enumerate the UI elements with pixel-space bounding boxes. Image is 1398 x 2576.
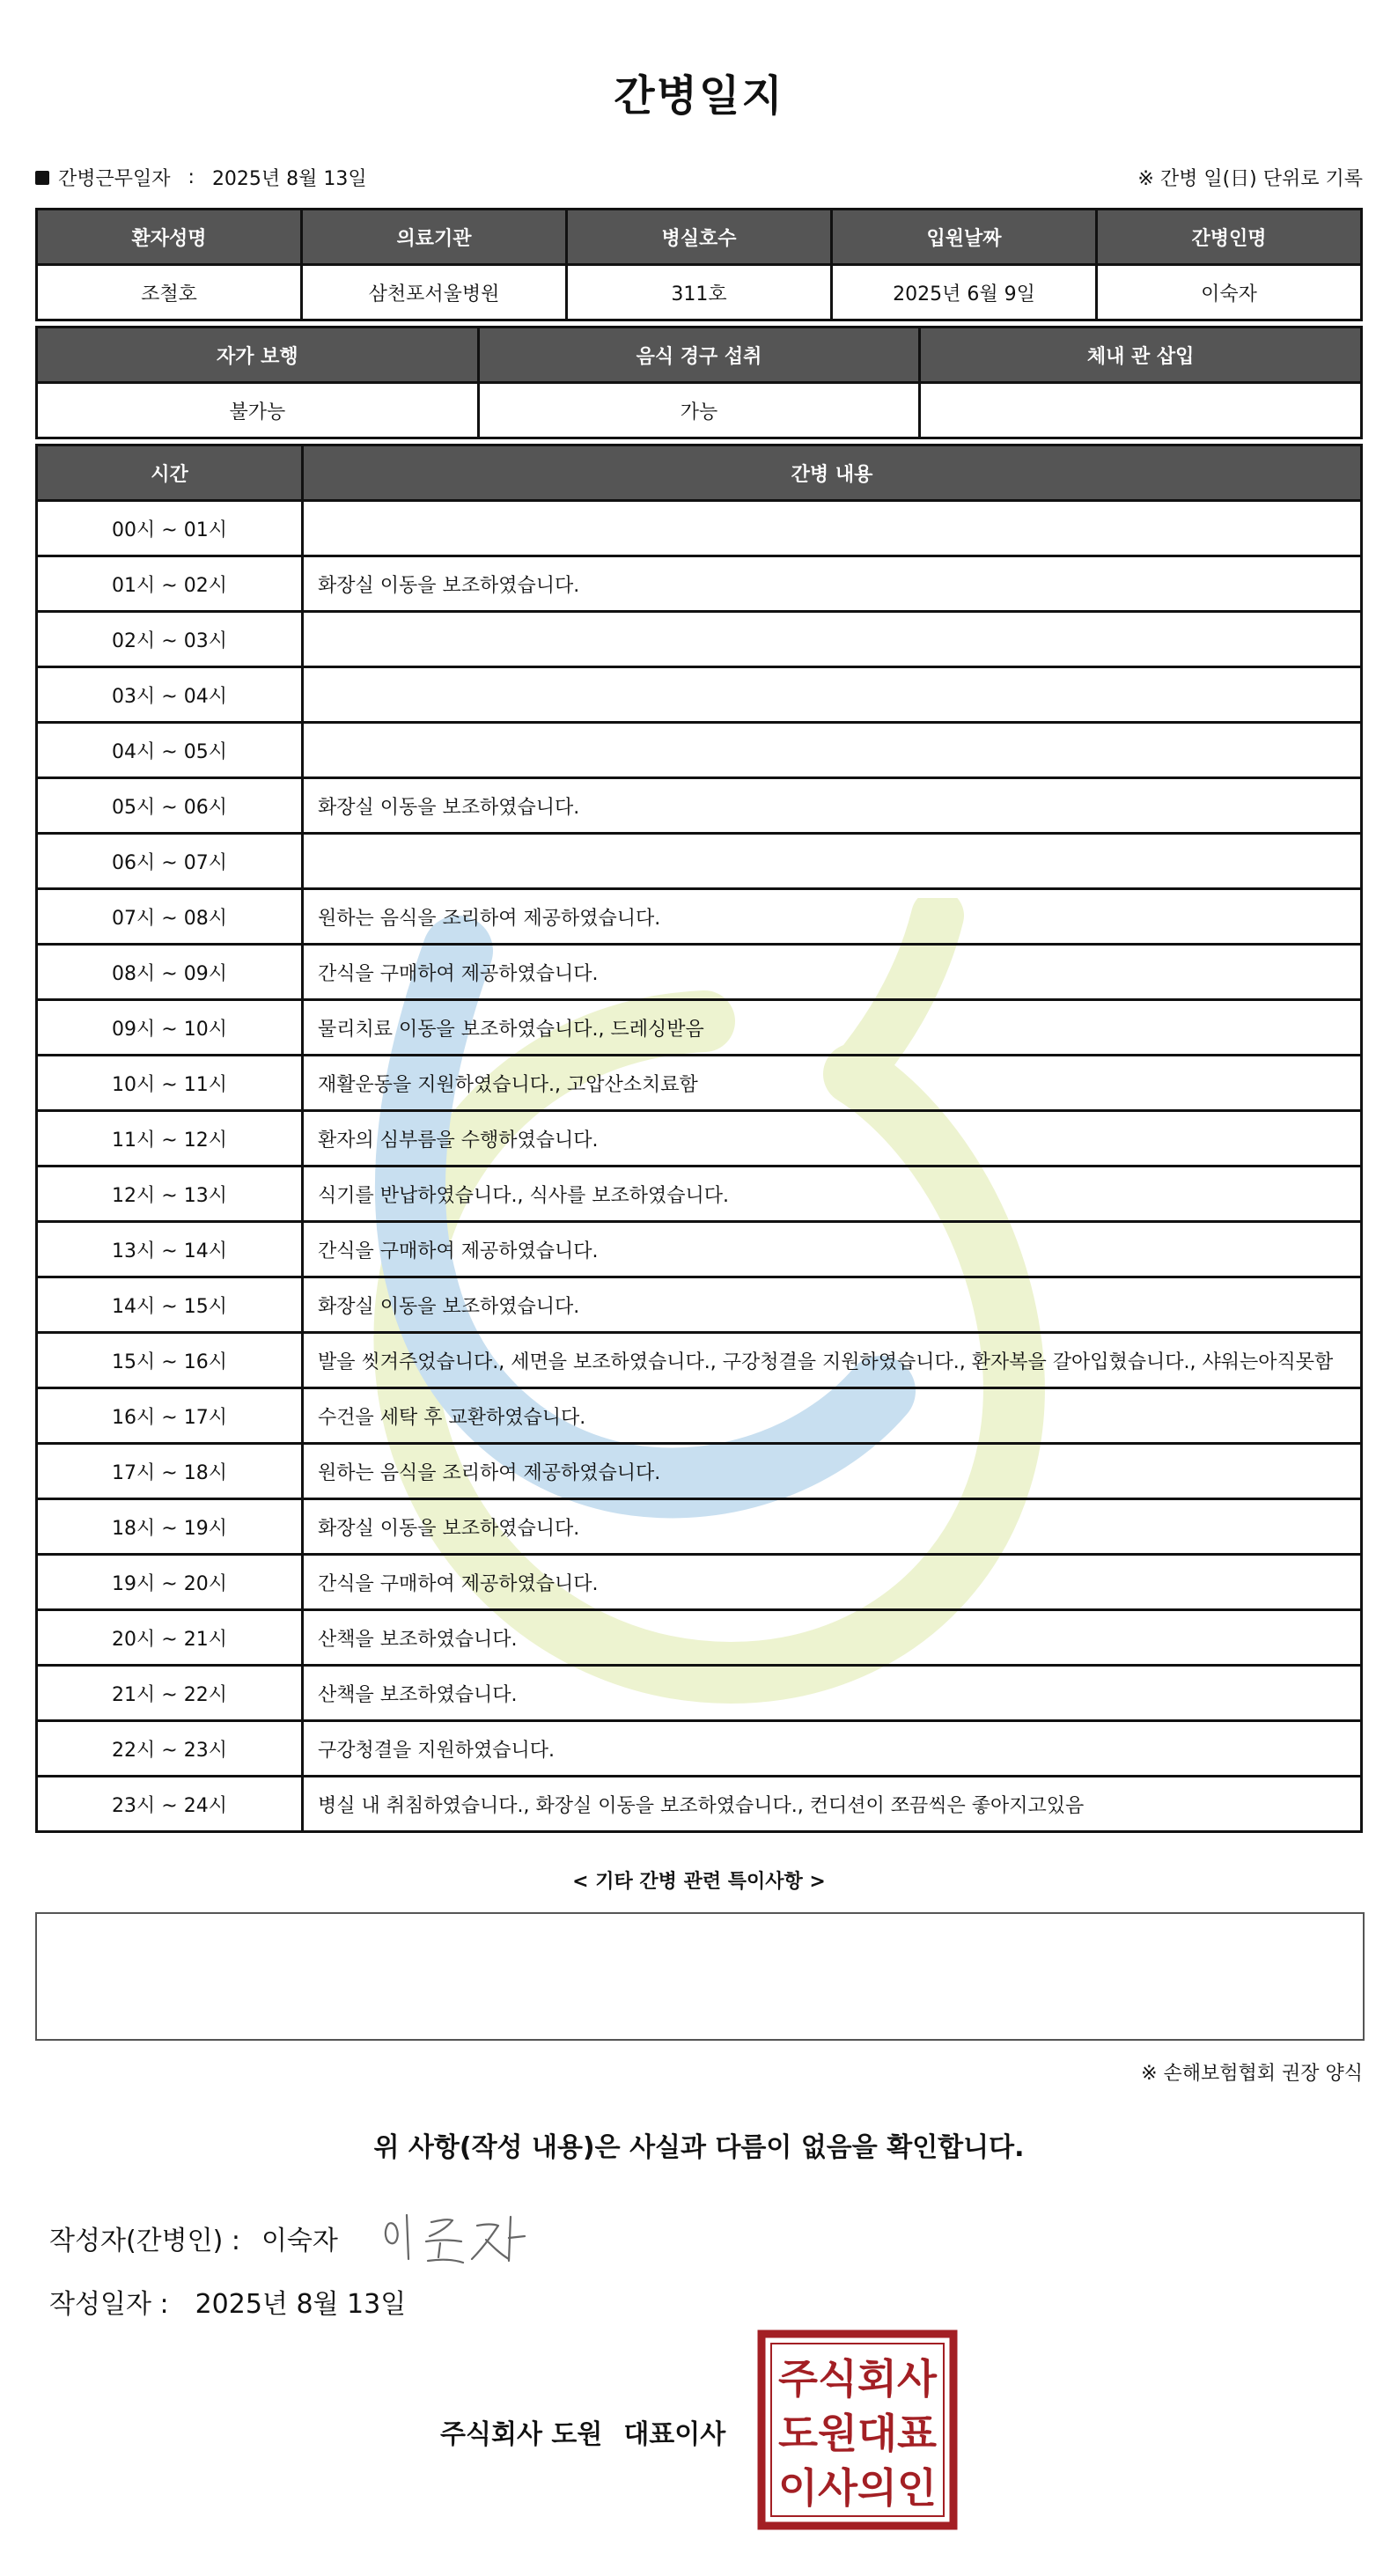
patient-status-header-row [37, 328, 1362, 383]
patient-info-header-row [37, 210, 1362, 265]
handwritten-signature [377, 2206, 535, 2277]
care-log-time: 12시 ~ 13시 [37, 1167, 303, 1222]
care-log-content [303, 612, 1362, 667]
care-log-row [37, 1167, 1362, 1222]
care-log-time: 17시 ~ 18시 [37, 1444, 303, 1499]
header-caregiver-name: 간병인명 [1097, 210, 1362, 265]
care-log-content: 산책을 보조하였습니다. [303, 1610, 1362, 1666]
meta-row [35, 164, 1363, 195]
unit-note: ※ 간병 일(日) 단위로 기록 [1137, 168, 1363, 190]
care-log-row [37, 1666, 1362, 1721]
care-log-row [37, 612, 1362, 667]
care-log-time: 06시 ~ 07시 [37, 834, 303, 889]
patient-info-table [35, 208, 1363, 321]
patient-status-value-row [37, 383, 1362, 438]
work-date-value: 2025년 8월 13일 [211, 168, 367, 190]
written-date-line [49, 2282, 406, 2321]
care-log-time: 09시 ~ 10시 [37, 1000, 303, 1056]
care-log-content [303, 501, 1362, 556]
company-line [440, 2412, 725, 2451]
care-log-row [37, 889, 1362, 945]
care-log-content: 수건을 세탁 후 교환하였습니다. [303, 1388, 1362, 1444]
company-seal-stamp [757, 2329, 958, 2530]
header-time: 시간 [37, 445, 303, 501]
care-log-header-row [37, 445, 1362, 501]
notes-title: < 기타 간병 관련 특이사항 > [572, 1871, 826, 1893]
care-log-row [37, 1610, 1362, 1666]
care-log-row [37, 1000, 1362, 1056]
care-log-content [303, 667, 1362, 723]
page-title: 간병일지 [614, 71, 784, 121]
care-log-content: 식기를 반납하였습니다., 식사를 보조하였습니다. [303, 1167, 1362, 1222]
seal-text-line: 이사의인 [778, 2464, 937, 2512]
care-log-content: 원하는 음식을 조리하여 제공하였습니다. [303, 1444, 1362, 1499]
care-log-body [37, 501, 1362, 1832]
care-log-time: 02시 ~ 03시 [37, 612, 303, 667]
caregiver-name: 이숙자 [1097, 265, 1362, 320]
care-log-time: 14시 ~ 15시 [37, 1277, 303, 1333]
writer-label: 작성자(간병인) : [49, 2226, 240, 2256]
care-log-time: 18시 ~ 19시 [37, 1499, 303, 1555]
care-log-time: 05시 ~ 06시 [37, 778, 303, 834]
admission-date: 2025년 6월 9일 [832, 265, 1097, 320]
care-log-row [37, 945, 1362, 1000]
care-log-time: 23시 ~ 24시 [37, 1777, 303, 1832]
care-log-content: 구강청결을 지원하였습니다. [303, 1721, 1362, 1777]
care-log-content: 물리치료 이동을 보조하였습니다., 드레싱받음 [303, 1000, 1362, 1056]
work-date-separator: : [188, 166, 195, 188]
care-log-time: 22시 ~ 23시 [37, 1721, 303, 1777]
patient-status-table [35, 326, 1363, 439]
notes-box [35, 1912, 1365, 2041]
care-log-content: 간식을 구매하여 제공하였습니다. [303, 945, 1362, 1000]
care-log-row [37, 1777, 1362, 1832]
care-log-time: 11시 ~ 12시 [37, 1111, 303, 1167]
care-log-row [37, 1499, 1362, 1555]
care-log-content: 원하는 음식을 조리하여 제공하였습니다. [303, 889, 1362, 945]
care-log-row [37, 834, 1362, 889]
seal-text-line: 도원대표 [778, 2410, 938, 2457]
care-log-row [37, 723, 1362, 778]
writer-name: 이숙자 [261, 2226, 338, 2256]
care-log-time: 20시 ~ 21시 [37, 1610, 303, 1666]
care-log-row [37, 1222, 1362, 1277]
care-log-time: 01시 ~ 02시 [37, 556, 303, 612]
care-log-content: 화장실 이동을 보조하였습니다. [303, 1277, 1362, 1333]
care-log-time: 10시 ~ 11시 [37, 1056, 303, 1111]
care-log-content [303, 723, 1362, 778]
header-tube-insertion: 체내 관 삽입 [920, 328, 1362, 383]
care-log-table [35, 444, 1363, 1833]
patient-info-value-row [37, 265, 1362, 320]
header-oral-intake: 음식 경구 섭취 [478, 328, 920, 383]
care-log-content: 화장실 이동을 보조하였습니다. [303, 1499, 1362, 1555]
square-bullet-icon [35, 171, 49, 185]
care-log-content: 재활운동을 지원하였습니다., 고압산소치료함 [303, 1056, 1362, 1111]
confirmation-statement: 위 사항(작성 내용)은 사실과 다름이 없음을 확인합니다. [373, 2132, 1025, 2163]
care-log-content: 산책을 보조하였습니다. [303, 1666, 1362, 1721]
care-log-row [37, 778, 1362, 834]
company-name: 주식회사 도원 [440, 2419, 603, 2450]
self-walking-value: 불가능 [37, 383, 479, 438]
care-log-time: 19시 ~ 20시 [37, 1555, 303, 1610]
care-log-time: 15시 ~ 16시 [37, 1333, 303, 1388]
care-log-row [37, 1277, 1362, 1333]
care-log-content: 발을 씻겨주었습니다., 세면을 보조하였습니다., 구강청결을 지원하였습니다., 환자복을 갈아입혔습니다., 샤워는아직못함 [303, 1333, 1362, 1388]
care-log-content: 병실 내 취침하였습니다., 화장실 이동을 보조하였습니다., 컨디션이 쪼끔씩은 좋아지고있음 [303, 1777, 1362, 1832]
header-room: 병실호수 [567, 210, 832, 265]
tube-insertion-value [920, 383, 1362, 438]
header-hospital: 의료기관 [302, 210, 567, 265]
care-log-row [37, 1056, 1362, 1111]
seal-text-line: 주식회사 [778, 2355, 938, 2403]
care-log-content: 화장실 이동을 보조하였습니다. [303, 556, 1362, 612]
care-log-row [37, 1388, 1362, 1444]
care-log-row [37, 1444, 1362, 1499]
care-log-time: 21시 ~ 22시 [37, 1666, 303, 1721]
care-log-row [37, 1111, 1362, 1167]
oral-intake-value: 가능 [478, 383, 920, 438]
care-log-row [37, 501, 1362, 556]
form-source-note: ※ 손해보험협회 권장 양식 [1141, 2063, 1363, 2085]
work-date-group [35, 164, 367, 191]
care-log-row [37, 1333, 1362, 1388]
patient-name: 조철호 [37, 265, 302, 320]
care-log-row [37, 556, 1362, 612]
room-number: 311호 [567, 265, 832, 320]
header-care-content: 간병 내용 [303, 445, 1362, 501]
hospital-name: 삼천포서울병원 [302, 265, 567, 320]
header-admission-date: 입원날짜 [832, 210, 1097, 265]
care-log-time: 07시 ~ 08시 [37, 889, 303, 945]
care-log-content: 환자의 심부름을 수행하였습니다. [303, 1111, 1362, 1167]
written-date-label: 작성일자 : [49, 2289, 169, 2320]
care-log-time: 04시 ~ 05시 [37, 723, 303, 778]
care-log-row [37, 667, 1362, 723]
header-self-walking: 자가 보행 [37, 328, 479, 383]
care-log-content: 간식을 구매하여 제공하였습니다. [303, 1555, 1362, 1610]
care-log-time: 03시 ~ 04시 [37, 667, 303, 723]
care-log-time: 00시 ~ 01시 [37, 501, 303, 556]
work-date-label: 간병근무일자 [58, 168, 171, 190]
care-log-time: 08시 ~ 09시 [37, 945, 303, 1000]
care-log-time: 13시 ~ 14시 [37, 1222, 303, 1277]
writer-line [49, 2219, 338, 2257]
header-patient-name: 환자성명 [37, 210, 302, 265]
care-log-content: 간식을 구매하여 제공하였습니다. [303, 1222, 1362, 1277]
care-log-row [37, 1555, 1362, 1610]
care-log-time: 16시 ~ 17시 [37, 1388, 303, 1444]
care-log-content [303, 834, 1362, 889]
written-date-value: 2025년 8월 13일 [195, 2289, 407, 2320]
care-log-content: 화장실 이동을 보조하였습니다. [303, 778, 1362, 834]
company-role: 대표이사 [623, 2419, 726, 2450]
care-log-row [37, 1721, 1362, 1777]
